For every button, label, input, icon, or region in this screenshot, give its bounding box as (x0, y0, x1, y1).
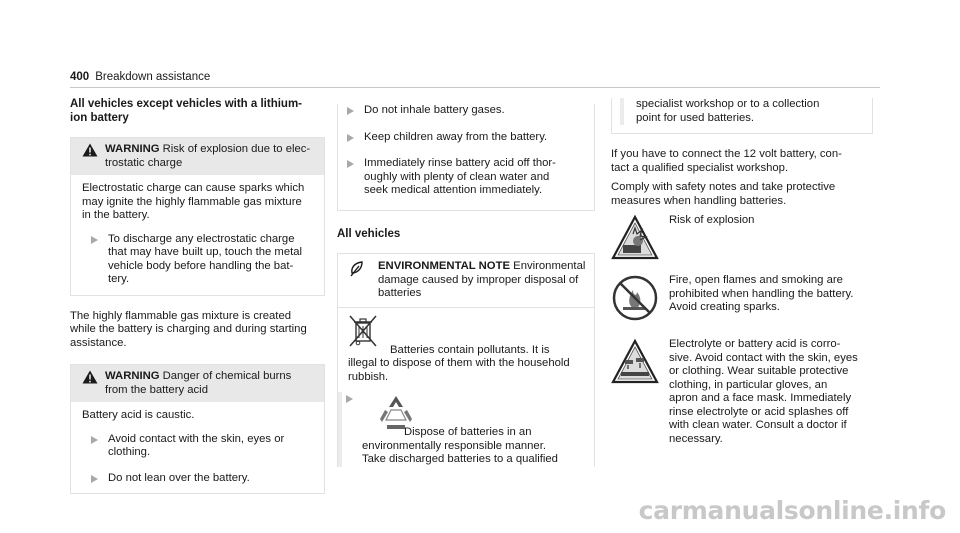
sign-explosion (611, 214, 873, 264)
warning-body (71, 402, 324, 493)
environmental-note-continued (611, 98, 873, 134)
sign-text: Avoid creating sparks. (669, 301, 780, 313)
warning-text: may ignite the highly flammable gas mixture (82, 195, 302, 208)
column-2 (337, 100, 595, 467)
warning-header (71, 138, 324, 175)
environmental-note-body (338, 308, 594, 467)
warning-heading: Danger of chemical burns (162, 370, 292, 382)
sign-text: clothing, in particular gloves, an (669, 378, 828, 391)
bullet-text: To discharge any electrostatic charge (108, 232, 295, 245)
explosion-warning-icon (611, 214, 659, 262)
column-1 (70, 98, 325, 494)
bullet-text: specialist workshop or to a collection (636, 98, 820, 110)
watermark: carmanualsonline.info (638, 496, 946, 525)
section-title-all-vehicles: All vehicles (337, 227, 401, 240)
sign-text: with clean water. Consult a doctor if (669, 419, 847, 431)
bullet-item (82, 233, 316, 287)
bullet-text: Dispose of batteries in an (404, 426, 532, 438)
warning-text: Electrostatic charge can cause sparks which (82, 182, 305, 194)
bullet-item (338, 157, 586, 198)
warning-box-acid-continued (337, 104, 595, 211)
paragraph-line: If you have to connect the 12 volt battery, con- (611, 148, 842, 160)
sign-text: Risk of explosion (669, 214, 755, 226)
bullet-text: Avoid contact with the skin, eyes or (108, 432, 285, 445)
header-divider (70, 87, 880, 88)
page-header-title: Breakdown assistance (95, 71, 211, 83)
paragraph-line: illegal to dispose of them with the household (348, 357, 570, 369)
warning-triangle-icon (82, 143, 98, 157)
warning-box-acid (70, 364, 325, 494)
page-header (70, 71, 210, 85)
paragraph-connect-battery (611, 148, 873, 175)
warning-body (71, 175, 324, 295)
section-title-non-lithium (70, 98, 325, 125)
sign-text: necessary. (669, 432, 723, 445)
bullet-text: Keep children away from the battery. (364, 130, 548, 143)
sign-text: or clothing. Wear suitable protective (669, 365, 849, 377)
warning-box-explosion (70, 137, 325, 296)
bullet-text: Take discharged batteries to a qualified (362, 453, 558, 465)
sign-no-flames (611, 274, 873, 324)
environmental-note-box (337, 253, 595, 467)
paragraph-line: Batteries contain pollutants. It is (390, 343, 550, 356)
warning-header (71, 365, 324, 402)
paragraph-safety-notes (611, 181, 873, 208)
bullet-continued (620, 98, 864, 125)
warning-text: Battery acid is caustic. (82, 409, 195, 421)
warning-label: WARNING (105, 370, 160, 382)
bullet-text: seek medical attention immediately. (364, 184, 543, 196)
paragraph-gas-mixture (70, 310, 325, 351)
warning-triangle-icon (82, 370, 98, 384)
paragraph-line: The highly flammable gas mixture is created (70, 309, 292, 322)
environmental-note-heading: Environmental (513, 260, 586, 272)
sign-text: Fire, open flames and smoking are (669, 274, 843, 286)
bullet-item (338, 131, 586, 145)
environment-leaf-icon (350, 261, 364, 277)
paragraph-line: measures when handling batteries. (611, 194, 787, 207)
bullet-arrow-icon (91, 436, 98, 444)
paragraph-line: tact a qualified specialist workshop. (611, 161, 789, 174)
paragraph-line: Comply with safety notes and take protective (611, 181, 836, 193)
sign-text: Electrolyte or battery acid is corro- (669, 338, 841, 350)
bullet-text: oughly with plenty of clean water and (364, 170, 550, 183)
bullet-arrow-icon (346, 395, 353, 403)
paragraph-line: assistance. (70, 336, 127, 349)
warning-text: in the battery. (82, 209, 150, 221)
environmental-note-heading: damage caused by improper disposal of (378, 273, 579, 286)
bullet-text: vehicle body before handling the bat- (108, 259, 294, 272)
section-title-line: All vehicles except vehicles with a lithium- (70, 98, 302, 110)
bullet-arrow-icon (91, 236, 98, 244)
bullet-item (82, 433, 316, 460)
paragraph-line: while the battery is charging and during starting (70, 323, 307, 335)
corrosive-warning-icon (611, 338, 659, 386)
bullet-text: point for used batteries. (636, 111, 755, 124)
bullet-item (338, 104, 586, 118)
bullet-arrow-icon (347, 160, 354, 168)
column-3 (611, 98, 873, 446)
environmental-note-heading: batteries (378, 287, 422, 299)
sign-text: prohibited when handling the battery. (669, 287, 854, 300)
sign-text: apron and a face mask. Immediately (669, 392, 852, 404)
bullet-item (82, 472, 316, 486)
bullet-text: clothing. (108, 446, 151, 458)
bullet-text: that may have built up, touch the metal (108, 246, 303, 258)
sign-text: rinse electrolyte or acid splashes off (669, 405, 849, 418)
warning-label: WARNING (105, 143, 160, 155)
warning-heading: trostatic charge (105, 156, 183, 169)
bullet-arrow-icon (91, 475, 98, 483)
no-fire-icon (611, 274, 659, 322)
bullet-text: Immediately rinse battery acid off thor- (364, 157, 556, 169)
bullet-text: Do not inhale battery gases. (364, 104, 505, 116)
sign-corrosive (611, 338, 873, 446)
paragraph-line: rubbish. (348, 370, 389, 383)
section-title-line: ion battery (70, 111, 129, 124)
bullet-text: tery. (108, 273, 130, 285)
page-number: 400 (70, 71, 90, 83)
warning-heading: from the battery acid (105, 383, 208, 396)
environmental-note-header (338, 254, 594, 308)
sign-text: sive. Avoid contact with the skin, eyes (669, 351, 858, 364)
warning-heading: Risk of explosion due to elec- (162, 143, 311, 155)
bullet-item (338, 392, 584, 467)
bullet-text: Do not lean over the battery. (108, 471, 250, 484)
bullet-text: environmentally responsible manner. (362, 439, 546, 452)
bullet-arrow-icon (347, 107, 354, 115)
environmental-note-label: ENVIRONMENTAL NOTE (378, 260, 511, 272)
bullet-arrow-icon (347, 134, 354, 142)
